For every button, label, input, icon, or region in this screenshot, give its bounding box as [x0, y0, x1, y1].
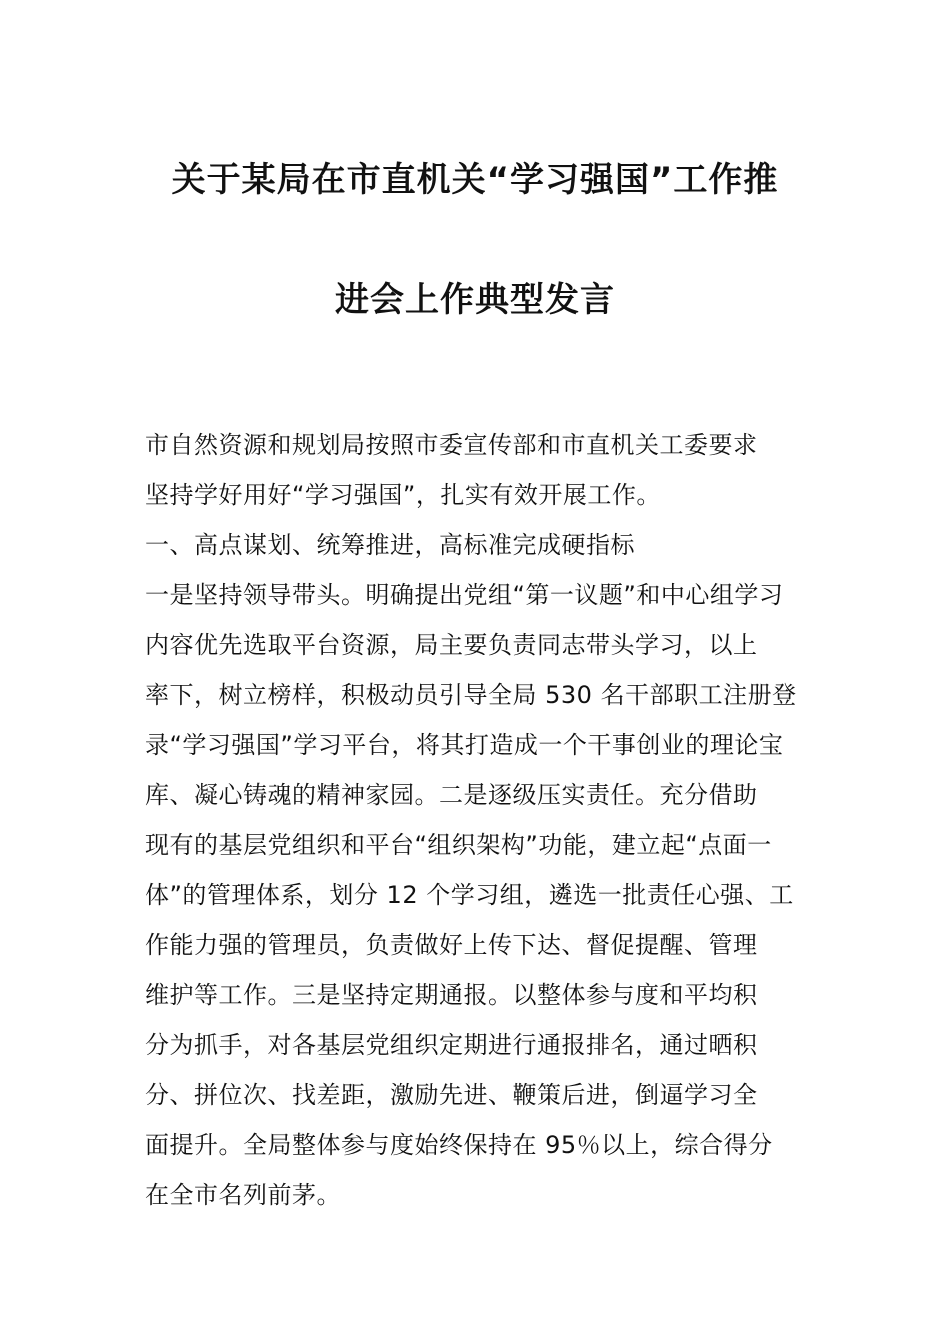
body-line: 面提升。全局整体参与度始终保持在 95％以上，综合得分 — [145, 1131, 773, 1159]
body-line: 在全市名列前茅。 — [145, 1181, 341, 1209]
body-line: 作能力强的管理员，负责做好上传下达、督促提醒、管理 — [145, 931, 758, 959]
body-line: 市自然资源和规划局按照市委宣传部和市直机关工委要求 — [145, 431, 758, 459]
body-line: 维护等工作。三是坚持定期通报。以整体参与度和平均积 — [145, 981, 758, 1009]
body-line: 库、凝心铸魂的精神家园。二是逐级压实责任。充分借助 — [145, 781, 758, 809]
body-line: 录“学习强国”学习平台，将其打造成一个干事创业的理论宝 — [145, 731, 784, 759]
section-heading: 一、高点谋划、统筹推进，高标准完成硬指标 — [145, 531, 635, 559]
body-line: 率下，树立榜样，积极动员引导全局 530 名干部职工注册登 — [145, 681, 797, 709]
body-line: 分为抓手，对各基层党组织定期进行通报排名，通过晒积 — [145, 1031, 758, 1059]
body-line: 分、拼位次、找差距，激励先进、鞭策后进，倒逼学习全 — [145, 1081, 758, 1109]
document-title-line-1: 关于某局在市直机关“学习强国”工作推 — [171, 160, 779, 200]
document-body — [145, 420, 809, 1220]
body-line: 一是坚持领导带头。明确提出党组“第一议题”和中心组学习 — [145, 581, 784, 609]
body-line: 坚持学好用好“学习强国”，扎实有效开展工作。 — [145, 481, 661, 509]
body-line: 现有的基层党组织和平台“组织架构”功能，建立起“点面一 — [145, 831, 772, 859]
body-line: 体”的管理体系，划分 12 个学习组，遴选一批责任心强、工 — [145, 881, 794, 909]
document-title-line-2: 进会上作典型发言 — [335, 280, 615, 320]
body-line: 内容优先选取平台资源，局主要负责同志带头学习，以上 — [145, 631, 758, 659]
